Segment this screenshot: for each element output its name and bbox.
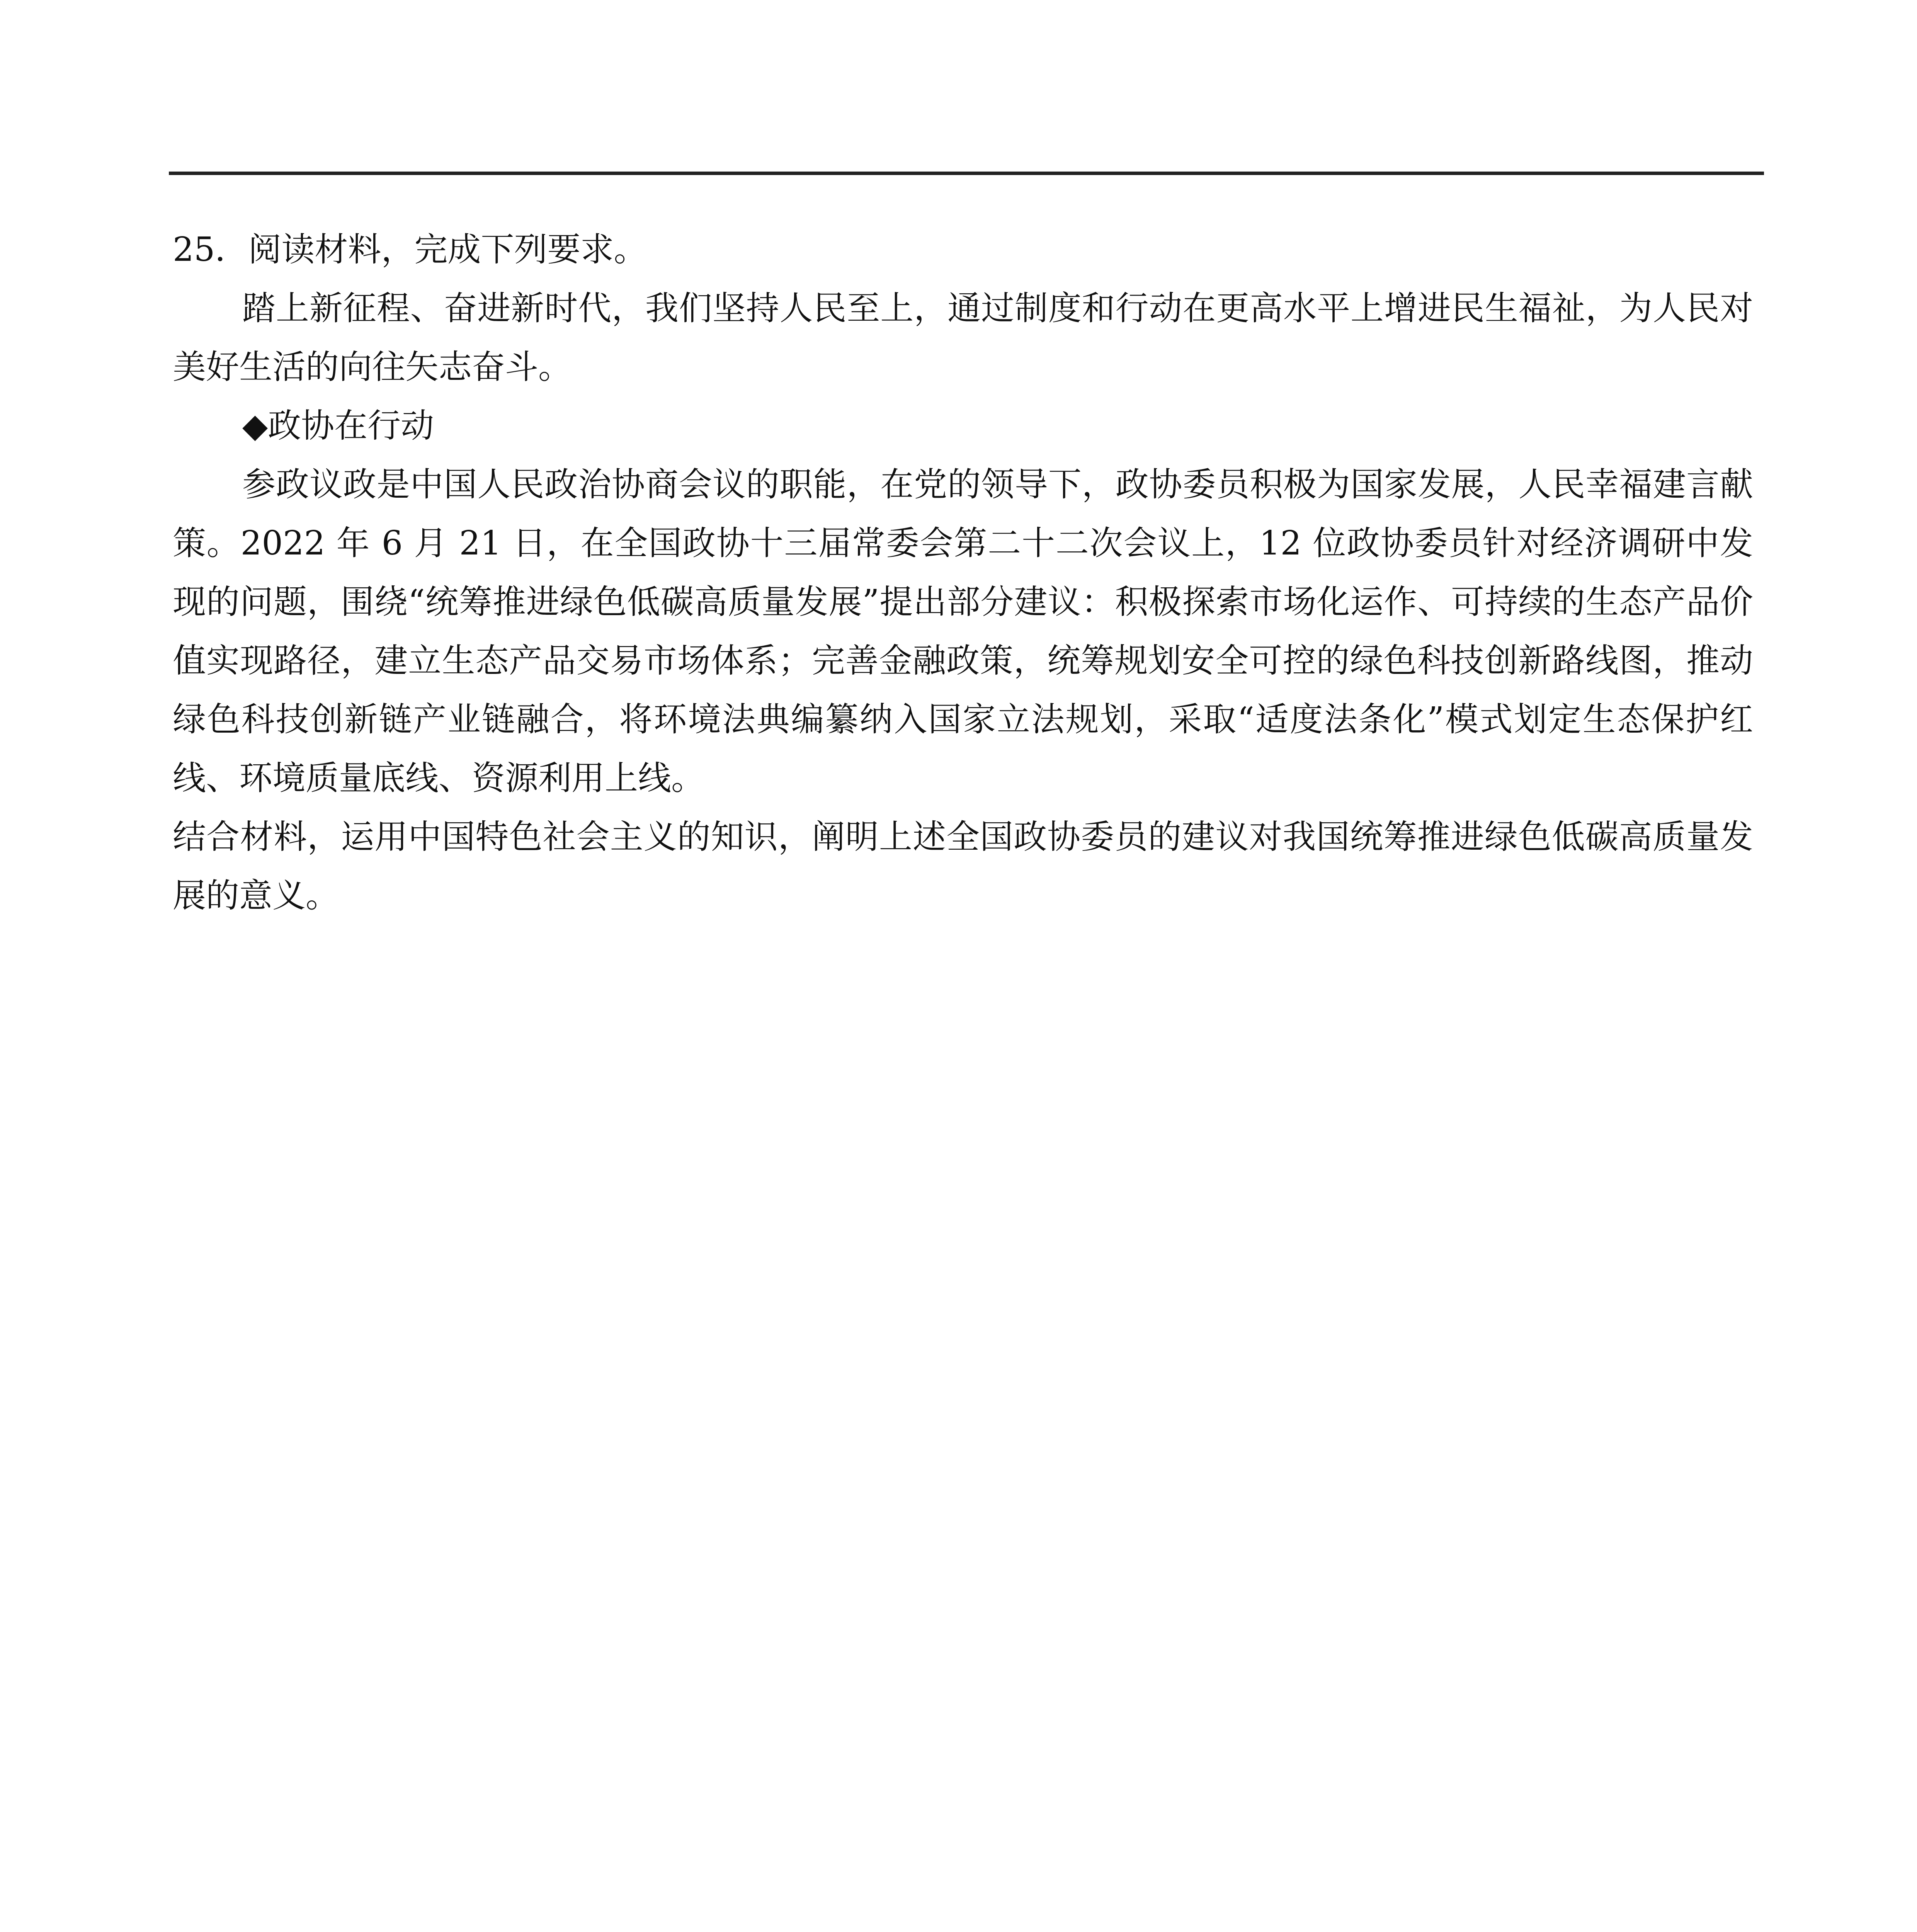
material-paragraph: 参政议政是中国人民政治协商会议的职能，在党的领导下，政协委员积极为国家发展，人民幸福建言献策。2022 年 6 月 21 日，在全国政协十三届常委会第二十二次会议上，12 位政协委员针对经济调研中发现的问题，围绕“统筹推进绿色低碳高质量发展”提出部分建议：积极探索市场化运作、可持续的生态产品价值实现路径，建立生态产品交易市场体系；完善金融政策，统筹规划安全可控的绿色科技创新路线图，推动绿色科技创新链产业链融合，将环境法典编纂纳入国家立法规划，采取“适度法条化”模式划定生态保护红线、环境质量底线、资源利用上线。 <box>173 465 1753 798</box>
task-paragraph: 结合材料，运用中国特色社会主义的知识，阐明上述全国政协委员的建议对我国统筹推进绿色低碳高质量发展的意义。 <box>173 818 1753 915</box>
intro-paragraph: 踏上新征程、奋进新时代，我们坚持人民至上，通过制度和行动在更高水平上增进民生福祉，为人民对美好生活的向往矢志奋斗。 <box>173 289 1753 386</box>
question-title: 25．阅读材料，完成下列要求。 <box>173 230 647 269</box>
question-block <box>173 220 1753 925</box>
header-rule <box>169 172 1764 175</box>
section-heading: ◆政协在行动 <box>242 406 434 445</box>
